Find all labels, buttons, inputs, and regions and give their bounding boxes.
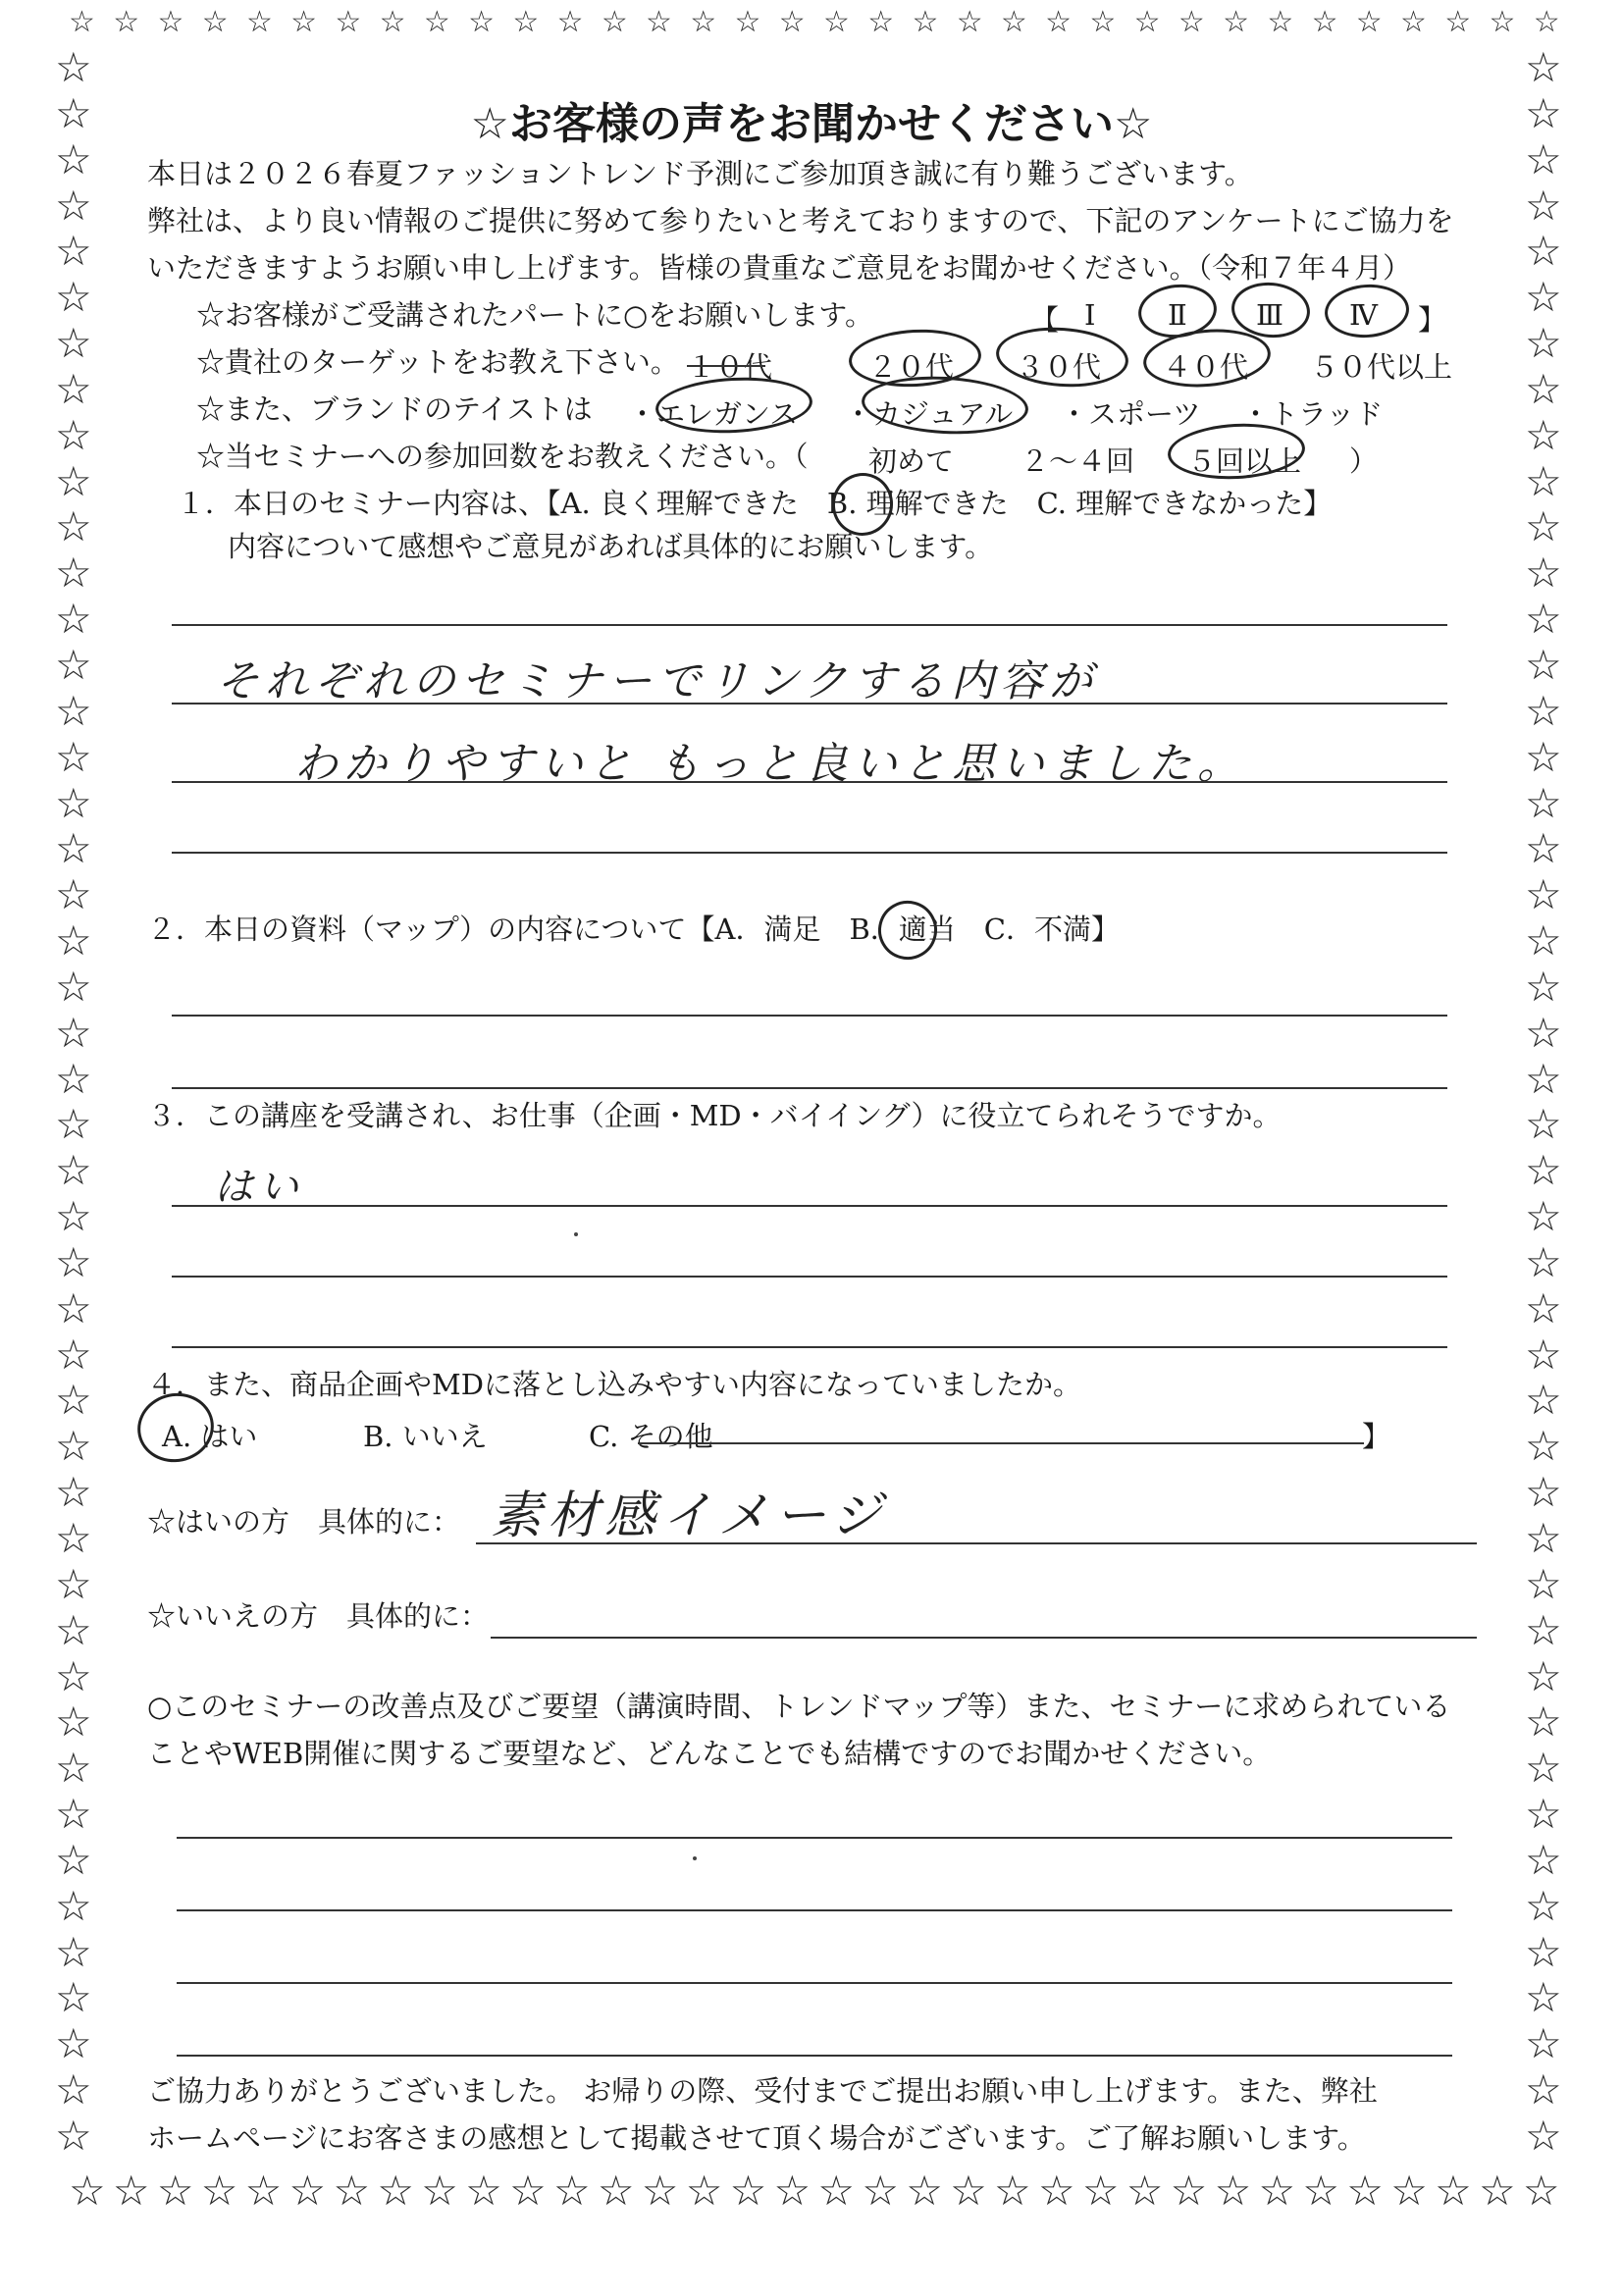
star-icon: ☆: [1525, 1376, 1562, 1425]
taste-option-sports[interactable]: ・スポーツ: [1060, 397, 1201, 431]
q1-handwritten-answer-1: それぞれのセミナーでリンクする内容が: [216, 656, 1099, 706]
star-icon: ☆: [1223, 5, 1249, 39]
star-icon: ☆: [55, 595, 92, 644]
star-icon: ☆: [55, 1835, 92, 1884]
star-icon: ☆: [55, 1283, 92, 1332]
q3-answer-line-2: [172, 1276, 1447, 1278]
star-icon: ☆: [1525, 2111, 1562, 2160]
star-icon: ☆: [778, 5, 806, 39]
star-icon: ☆: [201, 5, 229, 39]
star-icon: ☆: [55, 181, 92, 230]
star-icon: ☆: [1525, 364, 1562, 413]
selection-circle-30s: [994, 323, 1130, 391]
star-icon: ☆: [55, 1192, 92, 1241]
target-option-40s[interactable]: ４０代: [1163, 350, 1249, 384]
star-icon: ☆: [1525, 1605, 1562, 1654]
q2-answer-line-1: [172, 1015, 1447, 1017]
star-icon: ☆: [862, 2166, 899, 2215]
star-icon: ☆: [55, 1237, 92, 1286]
star-icon: ☆: [377, 2166, 414, 2215]
star-icon: ☆: [1258, 2166, 1296, 2215]
star-icon: ☆: [55, 410, 92, 459]
star-icon: ☆: [379, 5, 406, 39]
star-icon: ☆: [1525, 1283, 1562, 1332]
q4-yes-label: ☆はいの方 具体的に：: [147, 1505, 461, 1539]
star-icon: ☆: [55, 1422, 92, 1471]
star-icon: ☆: [465, 2166, 502, 2215]
target-option-50s-plus[interactable]: ５０代以上: [1310, 350, 1453, 384]
star-icon: ☆: [333, 2166, 371, 2215]
q1-subtext: 内容について感想やご意見があれば具体的にお願いします。: [228, 530, 994, 563]
star-icon: ☆: [956, 5, 983, 39]
star-icon: ☆: [423, 5, 450, 39]
star-icon: ☆: [685, 2166, 723, 2215]
star-icon: ☆: [1126, 2166, 1164, 2215]
star-icon: ☆: [1525, 1790, 1562, 1839]
star-icon: ☆: [1525, 502, 1562, 551]
star-icon: ☆: [55, 2065, 92, 2114]
part-question-label: ☆お客様がご受講されたパートに○をお願いします。: [196, 298, 873, 332]
star-icon: ☆: [55, 1559, 92, 1608]
star-icon: ☆: [55, 2111, 92, 2160]
star-icon: ☆: [421, 2166, 458, 2215]
star-icon: ☆: [245, 5, 273, 39]
star-border-top: [69, 5, 1560, 39]
star-icon: ☆: [55, 1973, 92, 2022]
star-icon: ☆: [1525, 1330, 1562, 1379]
star-icon: ☆: [55, 916, 92, 965]
part-option-1[interactable]: Ⅰ: [1084, 298, 1096, 332]
part-close-bracket: 】: [1418, 303, 1447, 337]
star-icon: ☆: [55, 686, 92, 735]
star-icon: ☆: [55, 1790, 92, 1839]
star-icon: ☆: [1178, 5, 1205, 39]
star-icon: ☆: [290, 5, 318, 39]
q2-answer-line-2: [172, 1087, 1447, 1089]
star-icon: ☆: [1214, 2166, 1252, 2215]
star-icon: ☆: [1435, 2166, 1472, 2215]
q3-answer-line-1: [172, 1205, 1447, 1207]
star-icon: ☆: [1525, 1927, 1562, 1976]
part-option-2[interactable]: Ⅱ: [1168, 298, 1187, 332]
star-icon: ☆: [200, 2166, 238, 2215]
star-icon: ☆: [1390, 2166, 1428, 2215]
star-icon: ☆: [1525, 595, 1562, 644]
q4-close-bracket: 】: [1362, 1420, 1391, 1453]
q1-answer-line-4: [172, 852, 1447, 854]
star-icon: ☆: [1525, 1973, 1562, 2022]
star-icon: ☆: [1525, 1422, 1562, 1471]
star-icon: ☆: [1346, 2166, 1384, 2215]
star-border-bottom: [69, 2166, 1560, 2215]
count-question-label: ☆当セミナーへの参加回数をお教えください。（: [196, 440, 809, 473]
star-icon: ☆: [55, 1100, 92, 1149]
improve-answer-line-1: [177, 1837, 1452, 1839]
star-icon: ☆: [817, 2166, 856, 2215]
star-icon: ☆: [1400, 5, 1427, 39]
q4-option-a[interactable]: A. はい: [162, 1420, 258, 1453]
star-icon: ☆: [1525, 1054, 1562, 1103]
star-icon: ☆: [641, 2166, 679, 2215]
star-icon: ☆: [509, 2166, 547, 2215]
star-icon: ☆: [1525, 1100, 1562, 1149]
closing-line-2: ホームページにお客さまの感想として掲載させて頂く場合がございます。ご了解お願いします。: [147, 2121, 1366, 2155]
star-icon: ☆: [55, 1146, 92, 1195]
star-icon: ☆: [773, 2166, 812, 2215]
star-icon: ☆: [1525, 181, 1562, 230]
star-icon: ☆: [1525, 1237, 1562, 1286]
q1-text: １．本日のセミナー内容は、【A. 良く理解できた B. 理解できた C. 理解できなかった】: [177, 487, 1333, 520]
star-icon: ☆: [1525, 227, 1562, 276]
star-icon: ☆: [55, 319, 92, 368]
star-icon: ☆: [55, 1468, 92, 1517]
improve-answer-line-3: [177, 1982, 1452, 1984]
strike-10s: [687, 365, 765, 367]
star-icon: ☆: [1525, 1146, 1562, 1195]
selection-circle-q2-b: [871, 894, 943, 965]
star-icon: ☆: [55, 548, 92, 598]
star-icon: ☆: [597, 2166, 635, 2215]
star-icon: ☆: [867, 5, 895, 39]
count-close-paren: ）: [1349, 444, 1379, 478]
part-open-bracket: 【: [1030, 303, 1060, 337]
star-icon: ☆: [1525, 778, 1562, 827]
star-icon: ☆: [244, 2166, 283, 2215]
star-icon: ☆: [55, 1744, 92, 1793]
star-icon: ☆: [994, 2166, 1031, 2215]
target-option-20s[interactable]: ２０代: [868, 350, 955, 384]
star-icon: ☆: [55, 1881, 92, 1930]
star-icon: ☆: [55, 1514, 92, 1562]
scan-speck: [693, 1856, 697, 1860]
star-icon: ☆: [55, 870, 92, 919]
star-icon: ☆: [335, 5, 362, 39]
target-option-10s[interactable]: １０代: [687, 350, 773, 384]
star-icon: ☆: [1525, 1744, 1562, 1793]
count-option-2-4[interactable]: ２～４回: [1021, 444, 1135, 478]
star-icon: ☆: [1533, 5, 1560, 39]
star-icon: ☆: [1525, 916, 1562, 965]
star-icon: ☆: [1133, 5, 1161, 39]
star-icon: ☆: [1525, 43, 1562, 91]
count-option-first[interactable]: 初めて: [868, 444, 955, 478]
q4-other-line: [638, 1442, 1364, 1444]
star-icon: ☆: [55, 732, 92, 781]
star-icon: ☆: [1525, 134, 1562, 183]
star-icon: ☆: [55, 1376, 92, 1425]
star-icon: ☆: [1525, 410, 1562, 459]
part-option-3[interactable]: Ⅲ: [1256, 298, 1283, 332]
star-icon: ☆: [1525, 1514, 1562, 1562]
star-border-left: [55, 43, 92, 2160]
intro-line-2: 弊社は、より良い情報のご提供に努めて参りたいと考えておりますので、下記のアンケートにご協力を: [147, 204, 1454, 237]
star-icon: ☆: [734, 5, 761, 39]
star-icon: ☆: [55, 824, 92, 873]
star-icon: ☆: [1444, 5, 1472, 39]
q4-no-label: ☆いいえの方 具体的に：: [147, 1599, 490, 1633]
star-icon: ☆: [1525, 2065, 1562, 2114]
star-icon: ☆: [512, 5, 540, 39]
star-icon: ☆: [690, 5, 717, 39]
q4-option-c[interactable]: C. その他: [589, 1420, 713, 1453]
star-icon: ☆: [1525, 1468, 1562, 1517]
part-option-4[interactable]: Ⅳ: [1349, 298, 1378, 332]
intro-line-1: 本日は２０２６春夏ファッショントレンド予測にご参加頂き誠に有り難うございます。: [147, 157, 1253, 190]
star-icon: ☆: [1045, 5, 1073, 39]
star-icon: ☆: [1525, 1835, 1562, 1884]
taste-option-trad[interactable]: ・トラッド: [1241, 397, 1384, 431]
star-icon: ☆: [1525, 962, 1562, 1011]
q4-text: ４．また、商品企画やMDに落とし込みやすい内容になっていましたか。: [147, 1368, 1081, 1401]
star-icon: ☆: [1311, 5, 1338, 39]
star-icon: ☆: [1525, 456, 1562, 505]
star-icon: ☆: [55, 1008, 92, 1057]
star-icon: ☆: [55, 43, 92, 91]
star-icon: ☆: [156, 2166, 194, 2215]
q1-answer-line-1: [172, 624, 1447, 626]
star-icon: ☆: [55, 640, 92, 689]
star-icon: ☆: [1525, 640, 1562, 689]
star-icon: ☆: [55, 1697, 92, 1747]
target-question-label: ☆貴社のターゲットをお教え下さい。: [196, 345, 679, 379]
scan-speck: [574, 1232, 578, 1236]
star-icon: ☆: [55, 227, 92, 276]
star-icon: ☆: [822, 5, 850, 39]
star-icon: ☆: [112, 2166, 150, 2215]
star-icon: ☆: [55, 778, 92, 827]
star-icon: ☆: [157, 5, 184, 39]
star-icon: ☆: [906, 2166, 943, 2215]
star-icon: ☆: [1170, 2166, 1208, 2215]
star-icon: ☆: [1489, 5, 1516, 39]
star-icon: ☆: [55, 1330, 92, 1379]
star-icon: ☆: [1525, 88, 1562, 137]
star-icon: ☆: [1525, 1192, 1562, 1241]
q4-option-b[interactable]: B. いいえ: [363, 1420, 488, 1453]
star-icon: ☆: [1525, 1881, 1562, 1930]
star-icon: ☆: [468, 5, 496, 39]
star-icon: ☆: [288, 2166, 327, 2215]
q4-yes-handwritten-answer: 素材感イメージ: [491, 1487, 888, 1545]
count-option-5-plus[interactable]: ５回以上: [1187, 444, 1302, 478]
q3-handwritten-answer: はい: [214, 1165, 304, 1210]
q3-text: ３．この講座を受講され、お仕事（企画・MD・バイイング）に役立てられそうですか。: [147, 1099, 1282, 1132]
target-option-30s[interactable]: ３０代: [1016, 350, 1102, 384]
q3-answer-line-3: [172, 1346, 1447, 1348]
improve-line-2: ことやWEB開催に関するご要望など、どんなことでも結構ですのでお聞かせください。: [147, 1737, 1272, 1770]
star-icon: ☆: [1525, 1559, 1562, 1608]
selection-circle-part-4: [1323, 282, 1411, 340]
star-icon: ☆: [55, 1605, 92, 1654]
star-icon: ☆: [601, 5, 628, 39]
star-icon: ☆: [1525, 870, 1562, 919]
taste-question-label: ☆また、ブランドのテイストは: [196, 392, 593, 426]
star-icon: ☆: [1525, 1651, 1562, 1700]
star-icon: ☆: [1525, 824, 1562, 873]
star-icon: ☆: [1525, 686, 1562, 735]
star-icon: ☆: [55, 88, 92, 137]
star-icon: ☆: [55, 273, 92, 322]
q4-yes-line: [476, 1542, 1477, 1544]
star-icon: ☆: [912, 5, 939, 39]
star-icon: ☆: [729, 2166, 767, 2215]
star-icon: ☆: [1302, 2166, 1340, 2215]
intro-line-3: いただきますようお願い申し上げます。皆様の貴重なご意見をお聞かせください。（令和７年４月）: [147, 251, 1412, 285]
closing-line-1: ご協力ありがとうございました。 お帰りの際、受付までご提出お願い申し上げます。また、弊社: [147, 2074, 1378, 2108]
star-icon: ☆: [1037, 2166, 1075, 2215]
star-icon: ☆: [69, 5, 95, 39]
star-icon: ☆: [1267, 5, 1294, 39]
star-border-right: [1525, 43, 1562, 2160]
taste-option-casual[interactable]: ・カジュアル: [844, 397, 1014, 431]
star-icon: ☆: [1525, 1008, 1562, 1057]
star-icon: ☆: [55, 134, 92, 183]
q1-handwritten-answer-2: わかりやすいと もっと良いと思いました。: [294, 739, 1246, 789]
star-icon: ☆: [1479, 2166, 1516, 2215]
star-icon: ☆: [1525, 319, 1562, 368]
star-icon: ☆: [55, 456, 92, 505]
star-icon: ☆: [113, 5, 140, 39]
star-icon: ☆: [55, 1651, 92, 1700]
star-icon: ☆: [950, 2166, 987, 2215]
star-icon: ☆: [1000, 5, 1027, 39]
improve-answer-line-4: [177, 2055, 1452, 2057]
star-icon: ☆: [556, 5, 584, 39]
star-icon: ☆: [55, 1927, 92, 1976]
q1-answer-line-2: [172, 703, 1447, 704]
improve-line-1: ○このセミナーの改善点及びご要望（講演時間、トレンドマップ等）また、セミナーに求められている: [147, 1690, 1451, 1723]
star-icon: ☆: [55, 962, 92, 1011]
page-title: ☆お客様の声をお聞かせください☆: [470, 99, 1153, 149]
star-icon: ☆: [1525, 2019, 1562, 2068]
star-icon: ☆: [69, 2166, 106, 2215]
star-icon: ☆: [55, 2019, 92, 2068]
star-icon: ☆: [55, 364, 92, 413]
star-icon: ☆: [1081, 2166, 1120, 2215]
star-icon: ☆: [552, 2166, 591, 2215]
star-icon: ☆: [1355, 5, 1383, 39]
star-icon: ☆: [55, 502, 92, 551]
q2-text: ２．本日の資料（マップ）の内容について【A．満足 B．適当 C．不満】: [147, 913, 1120, 946]
star-icon: ☆: [1525, 1697, 1562, 1747]
star-icon: ☆: [1525, 732, 1562, 781]
improve-answer-line-2: [177, 1909, 1452, 1911]
taste-option-elegance[interactable]: ・エレガンス: [628, 397, 799, 431]
q1-answer-line-3: [172, 781, 1447, 783]
star-icon: ☆: [1089, 5, 1117, 39]
star-icon: ☆: [55, 1054, 92, 1103]
star-icon: ☆: [1522, 2166, 1560, 2215]
q4-no-line: [491, 1637, 1477, 1639]
star-icon: ☆: [1525, 273, 1562, 322]
star-icon: ☆: [646, 5, 672, 39]
star-icon: ☆: [1525, 548, 1562, 598]
